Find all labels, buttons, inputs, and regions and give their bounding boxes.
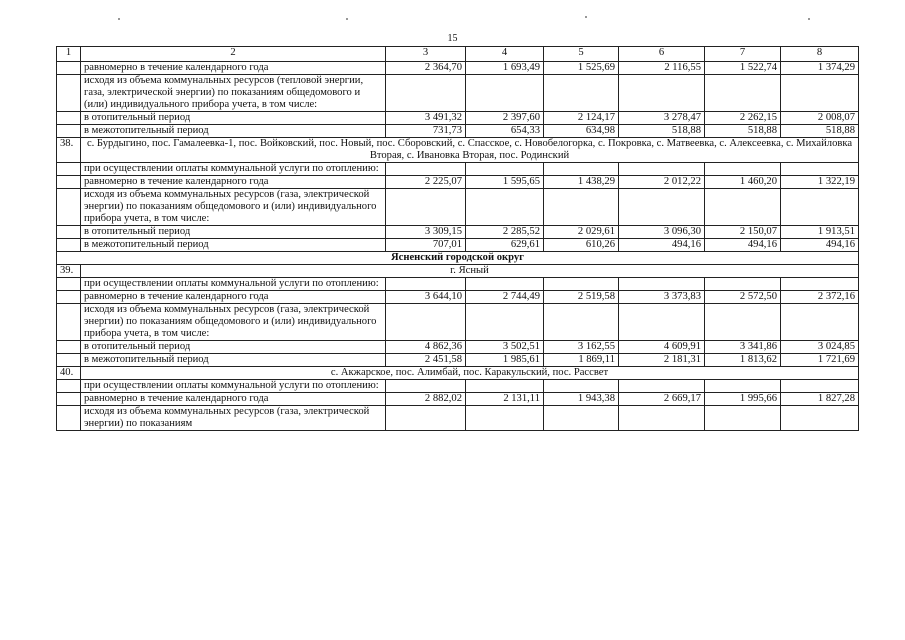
value-cell (619, 380, 705, 393)
value-cell: 518,88 (781, 125, 859, 138)
value-cell: 2 124,17 (544, 112, 619, 125)
value-cell: 3 024,85 (781, 341, 859, 354)
value-cell (466, 304, 544, 341)
value-cell (781, 189, 859, 226)
value-cell: 2 397,60 (466, 112, 544, 125)
row-label: равномерно в течение календарного года (81, 176, 386, 189)
table-row (57, 176, 859, 189)
value-cell: 494,16 (705, 239, 781, 252)
table-row (57, 189, 859, 226)
value-cell (705, 163, 781, 176)
tariff-table (56, 46, 859, 431)
row-number (57, 226, 81, 239)
table-row (57, 380, 859, 393)
table-row (57, 341, 859, 354)
table-row (57, 163, 859, 176)
value-cell (705, 189, 781, 226)
value-cell: 2 285,52 (466, 226, 544, 239)
table-row (57, 304, 859, 341)
value-cell (619, 406, 705, 431)
column-header: 6 (619, 47, 705, 62)
row-number: 39. (57, 265, 81, 278)
row-number: 38. (57, 138, 81, 163)
value-cell: 1 522,74 (705, 62, 781, 75)
row-label: исходя из объема коммунальных ресурсов (газа, электрической энергии) по показаниям общедомового и (или) индивидуального прибора учета, в том числе: (81, 189, 386, 226)
value-cell: 1 813,62 (705, 354, 781, 367)
row-number (57, 189, 81, 226)
value-cell: 707,01 (386, 239, 466, 252)
value-cell: 2 150,07 (705, 226, 781, 239)
value-cell: 1 438,29 (544, 176, 619, 189)
value-cell: 3 096,30 (619, 226, 705, 239)
value-cell: 1 869,11 (544, 354, 619, 367)
value-cell (386, 278, 466, 291)
value-cell (781, 75, 859, 112)
row-label: исходя из объема коммунальных ресурсов (газа, электрической энергии) по показаниям общедомового и (или) индивидуального прибора учета, в том числе: (81, 304, 386, 341)
value-cell: 3 373,83 (619, 291, 705, 304)
value-cell: 1 721,69 (781, 354, 859, 367)
table-row (57, 265, 859, 278)
row-number (57, 176, 81, 189)
row-number (57, 380, 81, 393)
scan-speck (118, 18, 120, 20)
row-label: при осуществлении оплаты коммунальной услуги по отоплению: (81, 278, 386, 291)
row-label: в отопительный период (81, 226, 386, 239)
value-cell: 3 644,10 (386, 291, 466, 304)
value-cell: 2 572,50 (705, 291, 781, 304)
value-cell (466, 75, 544, 112)
value-cell: 2 029,61 (544, 226, 619, 239)
value-cell (781, 278, 859, 291)
table-row (57, 62, 859, 75)
value-cell (544, 163, 619, 176)
value-cell (544, 75, 619, 112)
row-number (57, 341, 81, 354)
value-cell: 2 372,16 (781, 291, 859, 304)
value-cell: 2 262,15 (705, 112, 781, 125)
value-cell (705, 380, 781, 393)
row-number (57, 239, 81, 252)
value-cell: 634,98 (544, 125, 619, 138)
value-cell: 3 502,51 (466, 341, 544, 354)
value-cell: 1 460,20 (705, 176, 781, 189)
row-number (57, 112, 81, 125)
column-header: 2 (81, 47, 386, 62)
value-cell (466, 189, 544, 226)
row-number (57, 393, 81, 406)
row-number (57, 354, 81, 367)
value-cell: 610,26 (544, 239, 619, 252)
value-cell: 2 008,07 (781, 112, 859, 125)
value-cell: 2 519,58 (544, 291, 619, 304)
section-title: с. Бурдыгино, пос. Гамалеевка-1, пос. Войковский, пос. Новый, пос. Сборовский, с. Спасское, с. Новобелогорка, с. Покровка, с. Матвеевка, с. Алексеевка, с. Михайловка Вторая, с. Ивановка Вторая, пос. Родинский (81, 138, 859, 163)
row-label: при осуществлении оплаты коммунальной услуги по отоплению: (81, 163, 386, 176)
value-cell: 629,61 (466, 239, 544, 252)
table-row (57, 367, 859, 380)
page-number: 15 (447, 33, 458, 44)
value-cell: 518,88 (705, 125, 781, 138)
value-cell: 2 012,22 (619, 176, 705, 189)
table-header-row (57, 47, 859, 62)
table-row (57, 354, 859, 367)
table-row (57, 125, 859, 138)
table-row (57, 75, 859, 112)
row-label: в межотопительный период (81, 354, 386, 367)
value-cell (386, 189, 466, 226)
row-number: 40. (57, 367, 81, 380)
value-cell: 3 162,55 (544, 341, 619, 354)
column-header: 5 (544, 47, 619, 62)
column-header: 3 (386, 47, 466, 62)
value-cell (781, 406, 859, 431)
column-header: 8 (781, 47, 859, 62)
value-cell (544, 304, 619, 341)
row-label: в отопительный период (81, 341, 386, 354)
value-cell: 3 341,86 (705, 341, 781, 354)
value-cell: 1 827,28 (781, 393, 859, 406)
value-cell: 2 669,17 (619, 393, 705, 406)
value-cell: 731,73 (386, 125, 466, 138)
value-cell (466, 163, 544, 176)
value-cell (619, 189, 705, 226)
value-cell (386, 380, 466, 393)
column-header: 1 (57, 47, 81, 62)
value-cell: 494,16 (619, 239, 705, 252)
value-cell: 2 451,58 (386, 354, 466, 367)
table-row (57, 291, 859, 304)
scan-speck (346, 18, 348, 20)
value-cell: 3 309,15 (386, 226, 466, 239)
table-row (57, 252, 859, 265)
value-cell: 2 181,31 (619, 354, 705, 367)
value-cell: 4 862,36 (386, 341, 466, 354)
row-number (57, 304, 81, 341)
value-cell (386, 163, 466, 176)
row-number (57, 291, 81, 304)
value-cell (619, 304, 705, 341)
row-label: исходя из объема коммунальных ресурсов (газа, электрической энергии) по показаниям (81, 406, 386, 431)
value-cell: 1 943,38 (544, 393, 619, 406)
row-number (57, 75, 81, 112)
value-cell (781, 304, 859, 341)
row-label: при осуществлении оплаты коммунальной услуги по отоплению: (81, 380, 386, 393)
value-cell (544, 406, 619, 431)
row-number (57, 125, 81, 138)
value-cell (466, 406, 544, 431)
scan-speck (808, 18, 810, 20)
table-row (57, 138, 859, 163)
scan-speck (585, 16, 587, 18)
value-cell: 518,88 (619, 125, 705, 138)
value-cell (705, 75, 781, 112)
value-cell: 3 278,47 (619, 112, 705, 125)
value-cell: 2 882,02 (386, 393, 466, 406)
row-label: в межотопительный период (81, 125, 386, 138)
column-header: 7 (705, 47, 781, 62)
value-cell (544, 189, 619, 226)
value-cell: 1 595,65 (466, 176, 544, 189)
value-cell (619, 278, 705, 291)
table-row (57, 393, 859, 406)
table-row (57, 112, 859, 125)
value-cell (386, 75, 466, 112)
value-cell: 1 322,19 (781, 176, 859, 189)
value-cell: 1 995,66 (705, 393, 781, 406)
row-number (57, 163, 81, 176)
value-cell: 1 374,29 (781, 62, 859, 75)
value-cell: 2 116,55 (619, 62, 705, 75)
row-number (57, 278, 81, 291)
value-cell (781, 163, 859, 176)
value-cell (705, 278, 781, 291)
value-cell (705, 406, 781, 431)
value-cell (466, 278, 544, 291)
row-number (57, 62, 81, 75)
value-cell: 654,33 (466, 125, 544, 138)
row-label: в межотопительный период (81, 239, 386, 252)
value-cell (386, 406, 466, 431)
value-cell: 3 491,32 (386, 112, 466, 125)
district-title: Ясненский городской округ (57, 252, 859, 265)
value-cell: 1 693,49 (466, 62, 544, 75)
value-cell: 2 744,49 (466, 291, 544, 304)
column-header: 4 (466, 47, 544, 62)
value-cell: 4 609,91 (619, 341, 705, 354)
value-cell (781, 380, 859, 393)
table-row (57, 406, 859, 431)
value-cell: 494,16 (781, 239, 859, 252)
value-cell: 1 985,61 (466, 354, 544, 367)
value-cell (544, 278, 619, 291)
row-label: равномерно в течение календарного года (81, 291, 386, 304)
value-cell (386, 304, 466, 341)
section-title: г. Ясный (81, 265, 859, 278)
value-cell (466, 380, 544, 393)
value-cell (619, 163, 705, 176)
section-title: с. Акжарское, пос. Алимбай, пос. Каракульский, пос. Рассвет (81, 367, 859, 380)
row-label: равномерно в течение календарного года (81, 393, 386, 406)
row-number (57, 406, 81, 431)
value-cell (544, 380, 619, 393)
table-row (57, 226, 859, 239)
value-cell: 1 913,51 (781, 226, 859, 239)
table-row (57, 239, 859, 252)
row-label: в отопительный период (81, 112, 386, 125)
value-cell (705, 304, 781, 341)
value-cell (619, 75, 705, 112)
value-cell: 2 225,07 (386, 176, 466, 189)
value-cell: 2 364,70 (386, 62, 466, 75)
row-label: равномерно в течение календарного года (81, 62, 386, 75)
row-label: исходя из объема коммунальных ресурсов (тепловой энергии, газа, электрической энергии) по показаниям общедомового и (или) индивидуального прибора учета, в том числе: (81, 75, 386, 112)
value-cell: 2 131,11 (466, 393, 544, 406)
table-row (57, 278, 859, 291)
value-cell: 1 525,69 (544, 62, 619, 75)
